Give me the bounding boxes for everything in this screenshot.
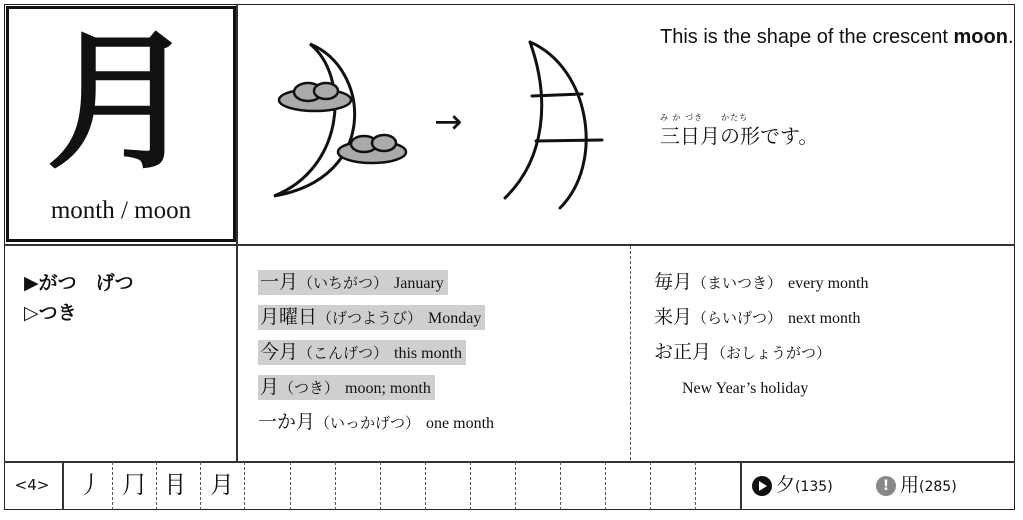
vocab-item (258, 336, 494, 371)
stroke-step: 丿 (78, 471, 102, 499)
stroke-step: ⺝ (166, 471, 190, 499)
vocab-kana: （まいつき） (692, 274, 783, 292)
origin-prefix: This is the shape of the crescent (660, 26, 954, 48)
vocab-kana: （げつようび） (317, 309, 423, 327)
vocab-word: お正月 (654, 341, 712, 363)
derived-kanji-shape (505, 42, 602, 208)
origin-japanese: 三日月の形です。 (660, 124, 819, 148)
section-divider (4, 244, 1015, 246)
vocab-word: 今月 (260, 341, 299, 363)
similar-kanji-ref[interactable] (876, 461, 957, 510)
on-reading: ▶がつ げつ (24, 272, 134, 294)
vocab-item (654, 301, 868, 336)
exclamation-icon: ! (876, 476, 896, 496)
origin-bold: moon (953, 26, 1008, 48)
vocab-item (654, 336, 868, 371)
vocab-kana: （こんげつ） (298, 344, 389, 362)
vocab-list-primary (258, 266, 494, 441)
vocab-item (654, 371, 868, 406)
vocab-word: 一か月 (258, 411, 316, 433)
vocab-kana: （つき） (279, 379, 340, 397)
vocab-item (258, 266, 494, 301)
vocab-kana: （いっかげつ） (315, 414, 421, 432)
kanji-meaning: month / moon (50, 197, 192, 224)
vocab-english: Monday (428, 310, 482, 327)
readings (24, 268, 134, 328)
stroke-count: <4> (14, 476, 50, 494)
vocab-word: 月 (260, 376, 280, 398)
kanji-character: 月 (45, 16, 196, 190)
vocab-word: 一月 (260, 271, 299, 293)
vocab-item (258, 406, 494, 441)
vocab-divider (630, 246, 631, 460)
ref-number: (135) (795, 479, 833, 495)
vocab-list-secondary (654, 266, 868, 406)
vocab-kana: （らいげつ） (692, 309, 783, 327)
ref-kanji: 用 (900, 474, 920, 496)
stroke-step: 月 (210, 471, 234, 499)
vocab-english: moon; month (345, 380, 431, 397)
vocab-english: every month (788, 275, 869, 292)
vocab-english: this month (394, 345, 463, 362)
ref-kanji: 夕 (776, 474, 796, 496)
play-circle-icon (752, 476, 772, 496)
stroke-step: ⺆ (122, 471, 146, 499)
vocab-item (258, 301, 494, 336)
vocab-item (654, 266, 868, 301)
vocab-english: January (394, 275, 444, 292)
vocab-kana: （おしょうがつ） (711, 344, 832, 362)
vocab-kana: （いちがつ） (298, 274, 389, 292)
kun-reading: ▷つき (24, 302, 77, 324)
origin-english (660, 22, 1014, 52)
crescent-moon-icon (274, 44, 355, 196)
vocab-word: 月曜日 (260, 306, 318, 328)
ref-number: (285) (919, 479, 957, 495)
vocab-word: 来月 (654, 306, 693, 328)
column-divider (236, 4, 238, 462)
origin-ruby: み か づき かたち (660, 113, 749, 122)
vocab-item (258, 371, 494, 406)
origin-suffix: . (1007, 26, 1014, 48)
vocab-english: one month (426, 415, 495, 432)
vocab-english: New Year’s holiday (682, 380, 809, 397)
kanji-box (6, 6, 236, 242)
next-kanji-ref[interactable] (752, 461, 833, 510)
arrow-icon: → (434, 102, 463, 142)
vocab-english: next month (788, 310, 861, 327)
vocab-word: 毎月 (654, 271, 693, 293)
